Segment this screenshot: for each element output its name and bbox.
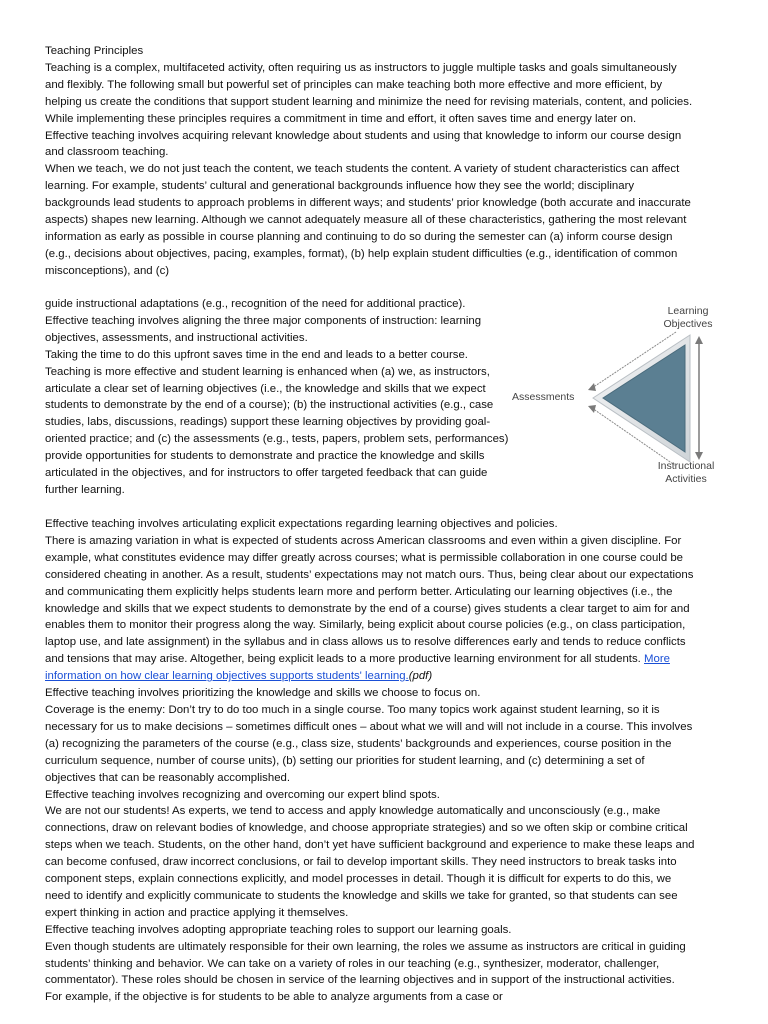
principle-6-heading: Effective teaching involves adopting appropriate teaching roles to support our learning goals. bbox=[45, 923, 512, 936]
principle-1-body-continued: guide instructional adaptations (e.g., recognition of the need for additional practice). bbox=[45, 298, 466, 310]
principle-3-body-paragraph bbox=[45, 533, 695, 685]
principle-4-heading: Effective teaching involves prioritizing the knowledge and skills we choose to focus on. bbox=[45, 687, 481, 700]
principle-2-heading: Effective teaching involves aligning the three major components of instruction: learning objectives, assessments, and instructional activities. bbox=[45, 314, 482, 344]
arrowhead-down bbox=[695, 452, 703, 460]
principle-3-body: There is amazing variation in what is expected of students across American classrooms and even within a given discipline. For example, what constitutes evidence may differ greatly across courses; what is permissible collaboration in one course could be considered cheating in another. As a result, students’ expectations may not match ours. Thus, being clear about our expectations and communicating them explicitly helps students learn more and perform better. Articulating our learning objectives (i.e., the knowledge and skills that we expect students to demonstrate by the end of a course) gives students a clear target to aim for and enables them to monitor their progress along the way. Similarly, being explicit about course policies (e.g., on class participation, laptop use, and late assignment) in the syllabus and in class allows us to resolve differences early and tends to reduce conflicts and tensions that may arise. Altogether, being explicit leads to a more productive learning environment for all students. bbox=[45, 534, 694, 666]
label-instructional-activities bbox=[646, 460, 726, 486]
principle-1-heading: Effective teaching involves acquiring relevant knowledge about students and using that knowledge to inform our course design and classroom teaching. bbox=[45, 129, 682, 159]
label-assessments: Assessments bbox=[512, 391, 575, 403]
principle-3-heading: Effective teaching involves articulating explicit expectations regarding learning objectives and policies. bbox=[45, 518, 558, 530]
intro-paragraph: Teaching is a complex, multifaceted activity, often requiring us as instructors to juggle multiple tasks and goals simultaneously and flexibly. The following small but powerful set of principles can make teaching both more effective and more efficient, by helping us create the conditions that support student learning and minimize the need for revising materials, content, and policies. While implementing these principles requires a commitment in time and effort, it often saves time and energy later on. bbox=[45, 61, 693, 125]
principle-1-body: When we teach, we do not just teach the content, we teach students the content. A variety of student characteristics can affect learning. For example, students’ cultural and generational backgrounds influence how they see the world; disciplinary backgrounds lead students to approach problems in different ways; and students’ prior knowledge (both accurate and inaccurate aspects) shapes new learning. Although we cannot adequately measure all of these characteristics, gathering the most relevant information as early as possible in course planning and continuing to do so during the semester can (a) inform course design (e.g., decisions about objectives, pacing, examples, format), (b) help explain student difficulties (e.g., identification of common misconceptions), and (c) bbox=[45, 163, 691, 277]
intro-section bbox=[45, 43, 695, 280]
alignment-figure bbox=[508, 302, 723, 492]
label-learning-line: Learning bbox=[667, 305, 709, 317]
label-learning-objectives bbox=[648, 305, 728, 331]
principle-2-body: Taking the time to do this upfront saves time in the end and leads to a better course. Teaching is more effective and student learning is enhanced when (a) we, as instructors, articulate a clear set of learning objectives (i.e., the knowledge and skills that we expect students to demonstrate by the end of a course); (b) the instructional activities (e.g., case studies, labs, discussions, readings) support these learning objectives by providing goal-oriented practice; and (c) the assessments (e.g., tests, papers, problem sets, performances) provide opportunities for students to demonstrate and practice the knowledge and skills articulated in the objectives, and for instructors to offer targeted feedback that can guide further learning. bbox=[45, 348, 509, 496]
clear-objectives-pdf-link[interactable]: More information on how clear learning objectives supports students' learning. bbox=[45, 653, 670, 683]
triangle-core bbox=[603, 345, 685, 452]
arrowhead-up bbox=[695, 336, 703, 344]
principle-5-body: We are not our students! As experts, we tend to access and apply knowledge automatically and unconsciously (e.g., make connections, draw on relevant bodies of knowledge, and choose appropriate strategies) and so we often skip or combine critical steps when we teach. Students, on the other hand, don’t yet have sufficient background and experience to make these leaps and can become confused, draw incorrect conclusions, or fail to develop important skills. They need instructors to break tasks into component steps, explain connections explicitly, and model processes in detail. Though it is difficult for experts to do this, we need to identify and explicitly communicate to students the knowledge and skills we take for granted, so that students can see expert thinking in action and practice applying it themselves. bbox=[45, 805, 695, 919]
label-objectives-line: Objectives bbox=[663, 318, 713, 330]
label-activities-line: Activities bbox=[665, 473, 707, 485]
document-title: Teaching Principles bbox=[45, 45, 144, 57]
principle-4-body: Coverage is the enemy: Don’t try to do too much in a single course. Too many topics work against student learning, so it is necessary for us to make decisions – sometimes difficult ones – about what we will and will not include in a course. This involves (a) recognizing the parameters of the course (e.g., class size, students’ backgrounds and experiences, course position in the curriculum sequence, number of course units), (b) setting our priorities for student learning, and (c) determining a set of objectives that can be reasonably accomplished. bbox=[45, 703, 693, 784]
later-principles bbox=[45, 516, 695, 1006]
principle-5-heading: Effective teaching involves recognizing and overcoming our expert blind spots. bbox=[45, 788, 440, 801]
principle-6-body: Even though students are ultimately responsible for their own learning, the roles we assume as instructors are critical in guiding students’ thinking and behavior. We can take on a variety of roles in our teaching (e.g., synthesizer, moderator, challenger, commentator). These roles should be chosen in service of the learning objectives and in support of the instructional activities. For example, if the objective is for students to be able to analyze arguments from a case or bbox=[45, 940, 686, 1004]
pdf-note: (pdf) bbox=[408, 670, 433, 683]
aligned-column bbox=[45, 296, 515, 499]
arrowhead-assess-up bbox=[588, 383, 596, 391]
label-instructional-line: Instructional bbox=[657, 460, 715, 472]
arrowhead-assess-down bbox=[588, 405, 596, 413]
